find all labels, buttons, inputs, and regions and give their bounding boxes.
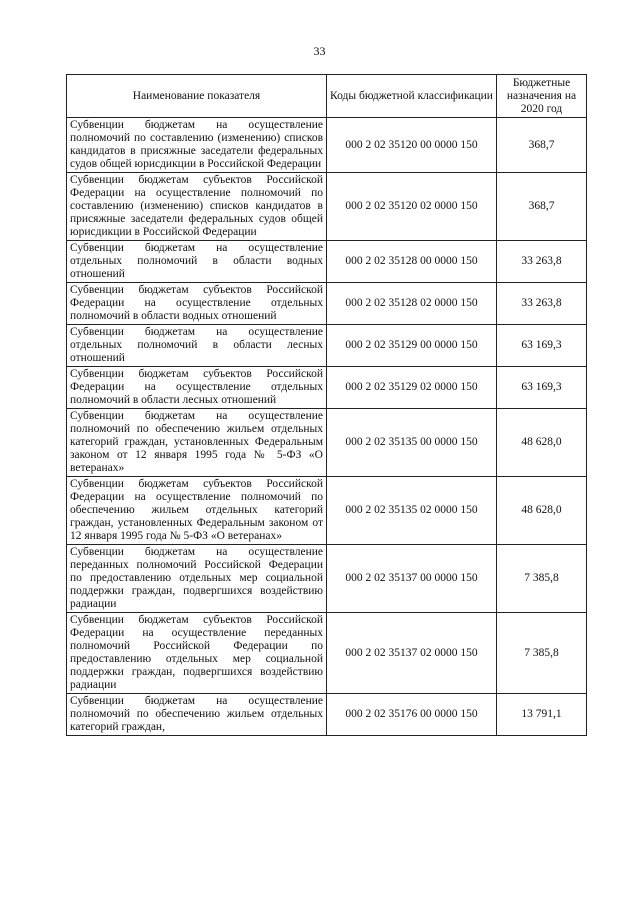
row-amount: 368,7 [497, 118, 587, 173]
row-code: 000 2 02 35129 02 0000 150 [327, 367, 497, 409]
table-row [67, 367, 587, 409]
table-row [67, 409, 587, 477]
row-name: Субвенции бюджетам на осуществление переданных полномочий Российской Федерации по предоставлению отдельных мер социальной поддержки граждан, подвергшихся воздействию радиации [67, 545, 327, 613]
row-name: Субвенции бюджетам субъектов Российской Федерации на осуществление отдельных полномочий в области лесных отношений [67, 367, 327, 409]
row-code: 000 2 02 35120 02 0000 150 [327, 173, 497, 241]
table-row [67, 173, 587, 241]
header-name: Наименование показателя [67, 75, 327, 118]
row-code: 000 2 02 35176 00 0000 150 [327, 694, 497, 736]
row-name: Субвенции бюджетам на осуществление полномочий по обеспечению жильем отдельных категорий граждан, [67, 694, 327, 736]
row-amount: 63 169,3 [497, 367, 587, 409]
row-name: Субвенции бюджетам на осуществление полномочий по составлению (изменению) списков кандидатов в присяжные заседатели федеральных судов общей юрисдикции в Российской Федерации [67, 118, 327, 173]
table-row [67, 118, 587, 173]
row-code: 000 2 02 35129 00 0000 150 [327, 325, 497, 367]
row-amount: 48 628,0 [497, 477, 587, 545]
row-amount: 7 385,8 [497, 545, 587, 613]
row-code: 000 2 02 35135 00 0000 150 [327, 409, 497, 477]
row-code: 000 2 02 35128 02 0000 150 [327, 283, 497, 325]
row-code: 000 2 02 35135 02 0000 150 [327, 477, 497, 545]
row-name: Субвенции бюджетам субъектов Российской Федерации на осуществление отдельных полномочий в области водных отношений [67, 283, 327, 325]
header-amount: Бюджетные назначения на 2020 год [497, 75, 587, 118]
table-row [67, 325, 587, 367]
row-amount: 48 628,0 [497, 409, 587, 477]
table-row [67, 613, 587, 694]
row-amount: 63 169,3 [497, 325, 587, 367]
table-row [67, 694, 587, 736]
row-name: Субвенции бюджетам на осуществление отдельных полномочий в области водных отношений [67, 241, 327, 283]
table-row [67, 545, 587, 613]
row-code: 000 2 02 35137 00 0000 150 [327, 545, 497, 613]
row-amount: 13 791,1 [497, 694, 587, 736]
row-code: 000 2 02 35128 00 0000 150 [327, 241, 497, 283]
row-name: Субвенции бюджетам субъектов Российской Федерации на осуществление полномочий по обеспечению жильем отдельных категорий граждан, установленных Федеральным законом от 12 января 1995 года № 5-ФЗ «О ветеранах» [67, 477, 327, 545]
table-header-row [67, 75, 587, 118]
row-code: 000 2 02 35137 02 0000 150 [327, 613, 497, 694]
row-amount: 33 263,8 [497, 283, 587, 325]
row-name: Субвенции бюджетам на осуществление отдельных полномочий в области лесных отношений [67, 325, 327, 367]
table-row [67, 477, 587, 545]
table-row [67, 241, 587, 283]
budget-table [66, 74, 587, 736]
row-name: Субвенции бюджетам субъектов Российской Федерации на осуществление переданных полномочий Российской Федерации по предоставлению отдельных мер социальной поддержки граждан, подвергшихся воздействию радиации [67, 613, 327, 694]
table-row [67, 283, 587, 325]
row-code: 000 2 02 35120 00 0000 150 [327, 118, 497, 173]
row-name: Субвенции бюджетам субъектов Российской Федерации на осуществление полномочий по составлению (изменению) списков кандидатов в присяжные заседатели федеральных судов общей юрисдикции в Российской Федерации [67, 173, 327, 241]
row-name: Субвенции бюджетам на осуществление полномочий по обеспечению жильем отдельных категорий граждан, установленных Федеральным законом от 12 января 1995 года № 5-ФЗ «О ветеранах» [67, 409, 327, 477]
row-amount: 368,7 [497, 173, 587, 241]
page-number: 33 [313, 44, 326, 58]
row-amount: 7 385,8 [497, 613, 587, 694]
header-code: Коды бюджетной классификации [327, 75, 497, 118]
row-amount: 33 263,8 [497, 241, 587, 283]
